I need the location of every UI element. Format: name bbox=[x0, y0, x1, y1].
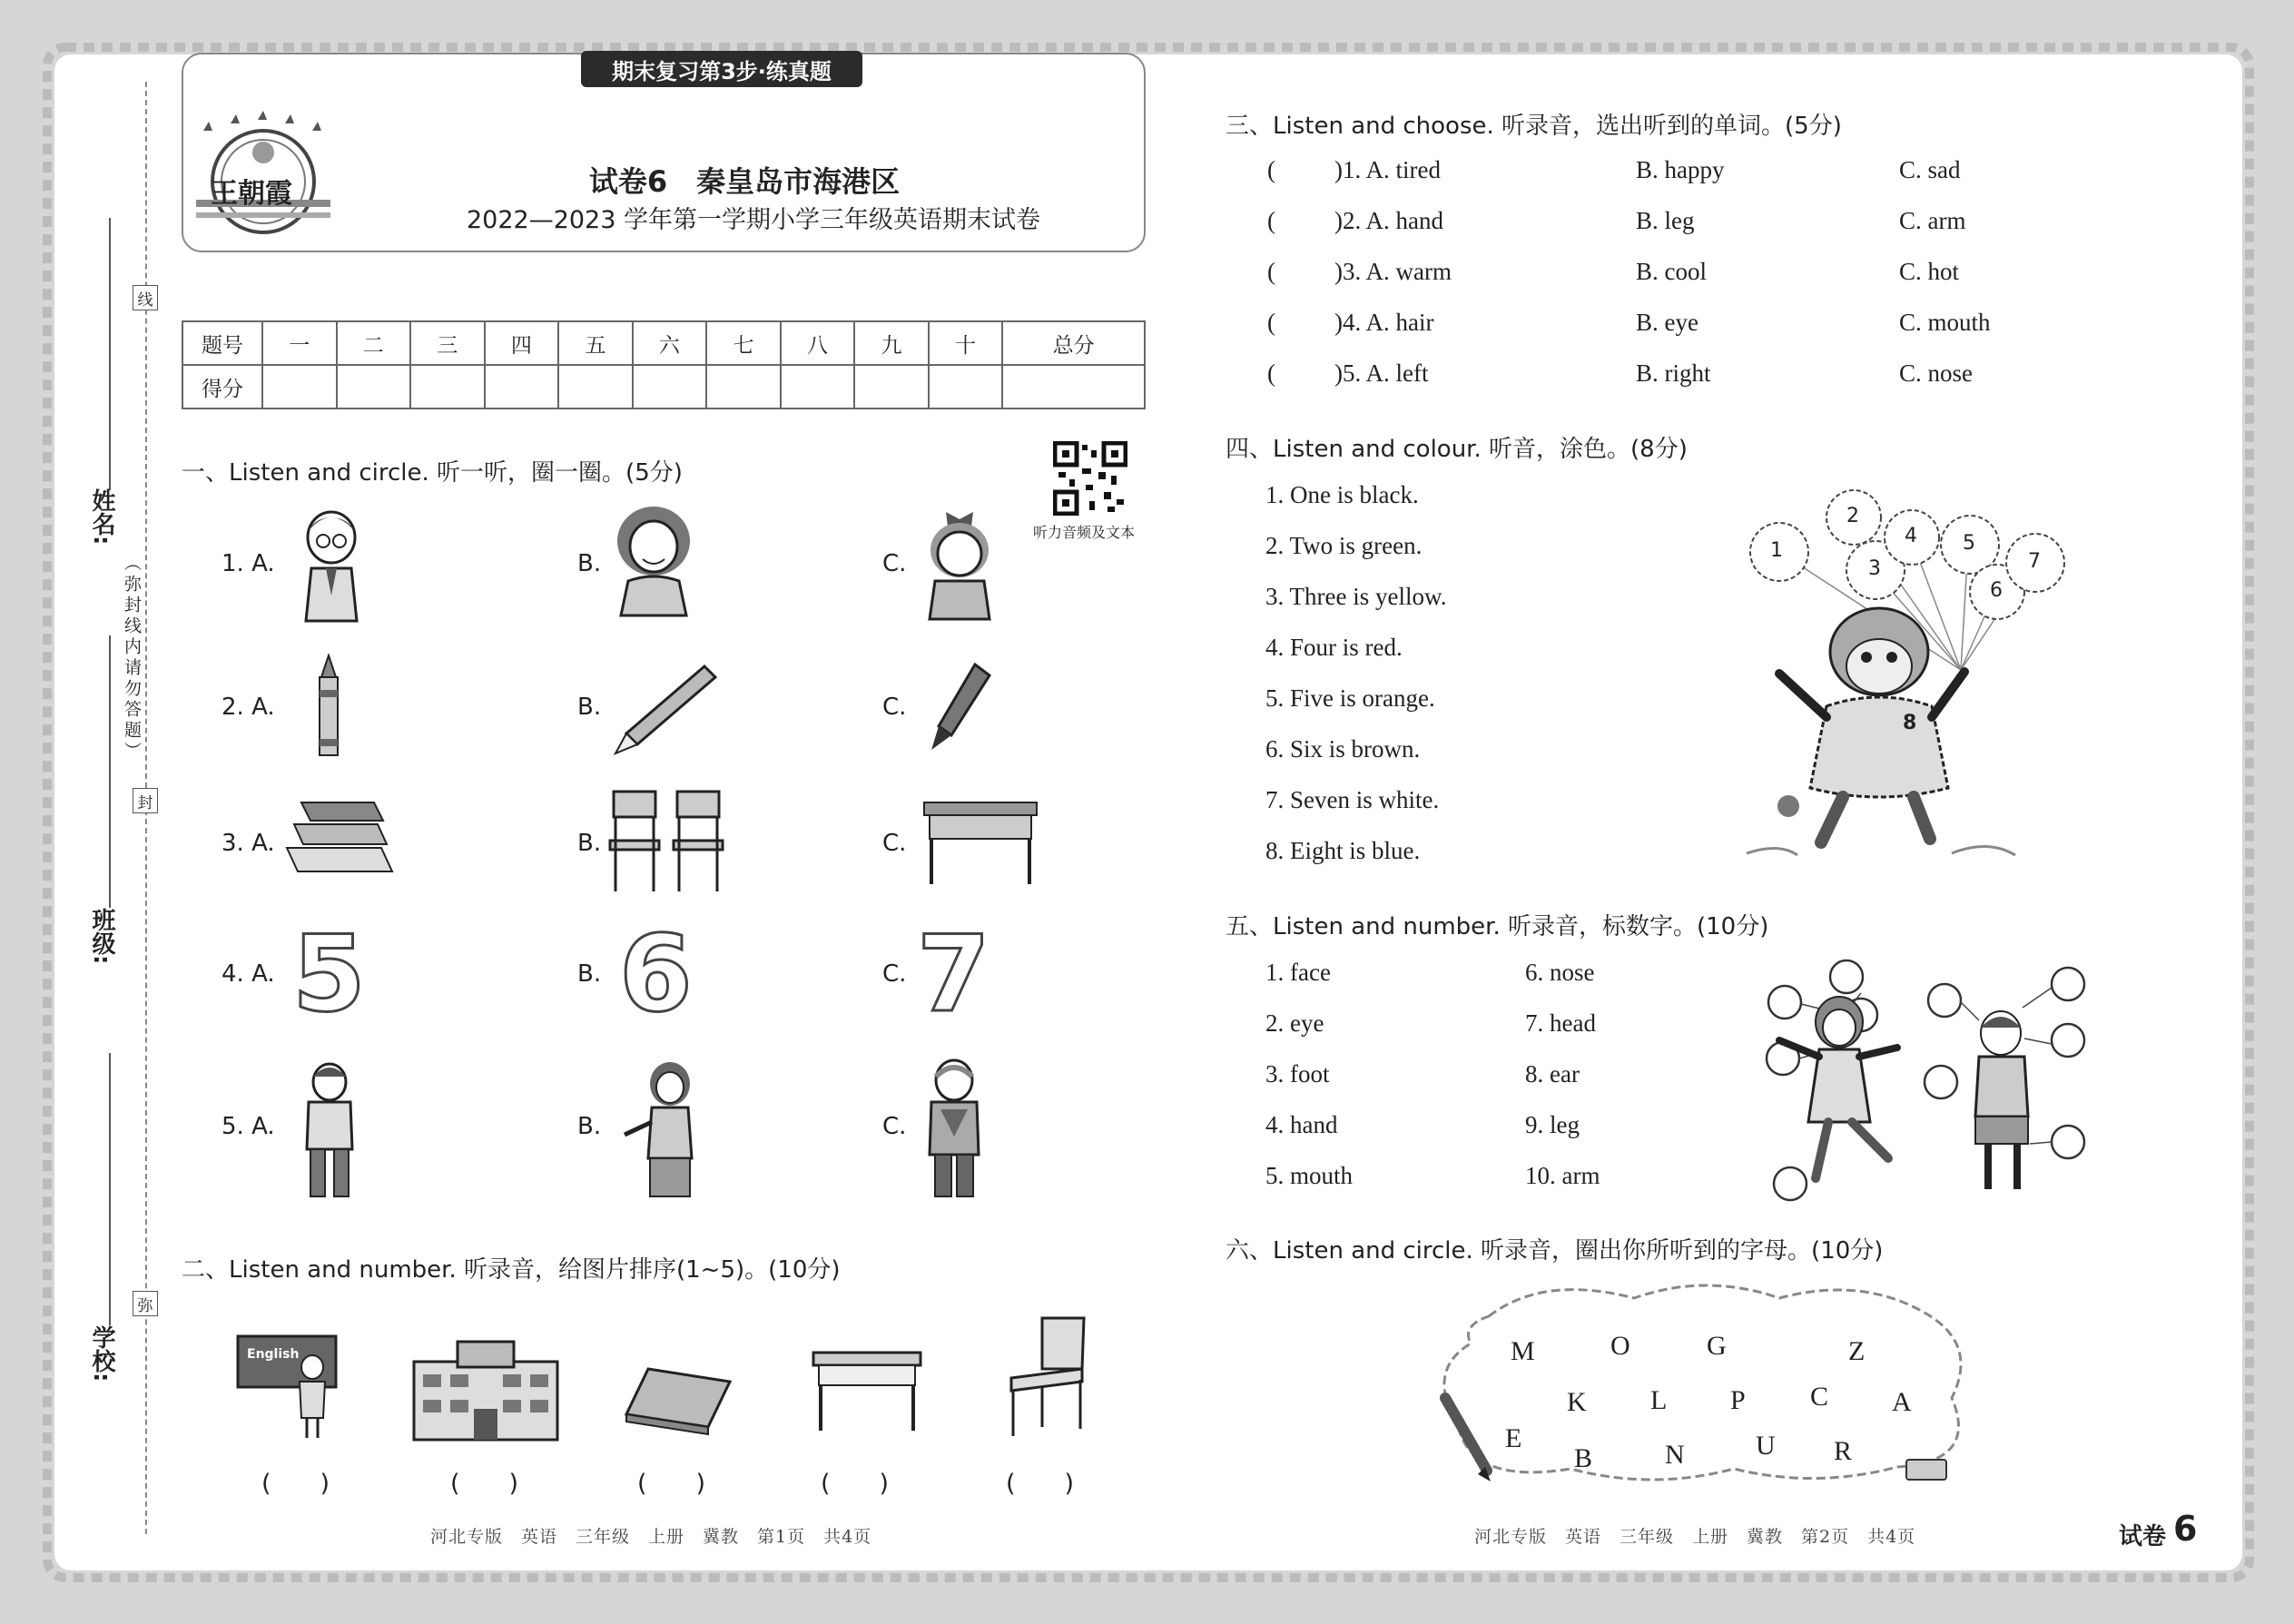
table-cell: 题号 bbox=[182, 321, 262, 365]
s3-q1-a: )1. A. tired bbox=[1334, 156, 1441, 183]
table-cell: 六 bbox=[633, 321, 707, 365]
s3-q4-b: B. eye bbox=[1636, 309, 1698, 336]
s1-row5-c-label: C. bbox=[882, 1113, 907, 1140]
s5-item: 4. hand bbox=[1265, 1111, 1338, 1138]
s4-item: 6. Six is brown. bbox=[1265, 735, 1421, 763]
binding-mark: 封 bbox=[133, 788, 158, 813]
footer-left: 河北专版 英语 三年级 上册 冀教 第1页 共4页 bbox=[430, 1527, 872, 1547]
score-header-row bbox=[182, 321, 1145, 365]
s5-item: 6. nose bbox=[1525, 959, 1595, 986]
s3-q3-c: C. hot bbox=[1899, 258, 1960, 285]
table-cell: 七 bbox=[706, 321, 781, 365]
letter-option[interactable]: N bbox=[1665, 1440, 1685, 1470]
s5-item: 5. mouth bbox=[1265, 1162, 1354, 1189]
s2-answer-blank[interactable]: ( ) bbox=[450, 1470, 519, 1498]
s4-item: 2. Two is green. bbox=[1265, 532, 1423, 559]
binding-note: （弥封线内请勿答题） bbox=[122, 554, 142, 763]
class-line bbox=[109, 635, 111, 908]
s1-row1-b-label: B. bbox=[577, 550, 602, 577]
section1-title: 一、Listen and circle. 听一听，圈一圈。(5分) bbox=[182, 459, 683, 487]
answer-circle bbox=[1928, 984, 1961, 1017]
s1-row4-b-label: B. bbox=[577, 960, 602, 988]
class-label: 班级: bbox=[88, 908, 115, 965]
s3-q5-c: C. nose bbox=[1899, 359, 1973, 387]
score-input-cell[interactable] bbox=[410, 365, 485, 408]
digit-six-picture[interactable]: 6 bbox=[619, 913, 693, 1036]
balloon-number: 6 bbox=[1990, 579, 2003, 602]
digit-five-picture[interactable]: 5 bbox=[292, 913, 366, 1036]
letter-option[interactable]: M bbox=[1511, 1336, 1535, 1366]
s2-answer-blank[interactable]: ( ) bbox=[261, 1470, 330, 1498]
logo-text: 王朝霞 bbox=[211, 178, 292, 210]
s1-row3-c-label: C. bbox=[882, 830, 907, 857]
letter-option[interactable]: G bbox=[1707, 1331, 1727, 1361]
table-cell: 二 bbox=[337, 321, 411, 365]
s4-item: 8. Eight is blue. bbox=[1265, 837, 1421, 864]
paper-badge-label: 试卷 bbox=[2119, 1523, 2167, 1550]
answer-circle bbox=[2052, 1126, 2084, 1158]
binding-mark: 弥 bbox=[133, 1291, 158, 1316]
school-building-picture[interactable] bbox=[407, 1334, 565, 1443]
s2-answer-blank[interactable]: ( ) bbox=[637, 1470, 706, 1498]
s4-item: 4. Four is red. bbox=[1265, 634, 1403, 661]
s5-item: 1. face bbox=[1265, 959, 1331, 986]
s4-item: 5. Five is orange. bbox=[1265, 684, 1435, 712]
s3-q3-b: B. cool bbox=[1636, 258, 1707, 285]
paper-title: 试卷6 秦皇岛市海港区 bbox=[588, 164, 901, 199]
s3-q1-c: C. sad bbox=[1899, 156, 1961, 183]
letter-option[interactable]: Z bbox=[1848, 1336, 1866, 1366]
header-tag: 期末复习第3步·练真题 bbox=[581, 51, 862, 87]
table-cell: 得分 bbox=[182, 365, 262, 408]
table-cell: 四 bbox=[485, 321, 559, 365]
pen-picture[interactable] bbox=[922, 659, 995, 753]
table-cell: 总分 bbox=[1002, 321, 1145, 365]
balloon-number: 5 bbox=[1963, 532, 1975, 555]
s1-row2-b-label: B. bbox=[577, 694, 602, 721]
s4-item: 1. One is black. bbox=[1265, 481, 1419, 508]
letter-option[interactable]: C bbox=[1810, 1382, 1829, 1412]
answer-circle bbox=[1768, 986, 1801, 1019]
shirt-number: 8 bbox=[1903, 712, 1917, 734]
s3-q2-a: )2. A. hand bbox=[1334, 207, 1443, 234]
section5-title: 五、Listen and number. 听录音，标数字。(10分) bbox=[1226, 913, 1769, 940]
score-value-row bbox=[182, 365, 1145, 408]
section3-title: 三、Listen and choose. 听录音，选出听到的单词。(5分) bbox=[1226, 113, 1842, 140]
s2-answer-blank[interactable]: ( ) bbox=[821, 1470, 890, 1498]
qr-code bbox=[1053, 441, 1127, 516]
pencil-picture[interactable] bbox=[610, 657, 719, 757]
letter-option[interactable]: O bbox=[1610, 1331, 1630, 1361]
section6-title: 六、Listen and circle. 听录音，圈出你所听到的字母。(10分) bbox=[1226, 1237, 1884, 1265]
balloon-number: 7 bbox=[2028, 550, 2041, 573]
paper-badge-number: 6 bbox=[2173, 1509, 2198, 1549]
chairs-picture[interactable] bbox=[606, 788, 730, 895]
school-label: 学校: bbox=[88, 1325, 115, 1383]
s3-paren[interactable]: ( bbox=[1267, 359, 1275, 387]
s5-item: 3. foot bbox=[1265, 1060, 1330, 1088]
score-input-cell[interactable] bbox=[558, 365, 633, 408]
score-input-cell[interactable] bbox=[262, 365, 337, 408]
s4-item: 7. Seven is white. bbox=[1265, 786, 1440, 813]
grandpa-picture[interactable] bbox=[922, 1055, 986, 1200]
boy-picture[interactable] bbox=[295, 505, 368, 623]
books-picture[interactable] bbox=[283, 795, 398, 879]
s3-paren[interactable]: ( bbox=[1267, 258, 1275, 285]
desk-picture[interactable] bbox=[919, 793, 1042, 888]
balloon-number: 1 bbox=[1770, 539, 1783, 562]
s1-row3-a-label: 3. A. bbox=[222, 830, 275, 857]
s3-q4-a: )4. A. hair bbox=[1334, 309, 1434, 336]
footer-right: 河北专版 英语 三年级 上册 冀教 第2页 共4页 bbox=[1474, 1527, 1916, 1547]
score-input-cell[interactable] bbox=[633, 365, 707, 408]
s1-row1-c-label: C. bbox=[882, 550, 907, 577]
s1-row1-a-label: 1. A. bbox=[222, 550, 275, 577]
table-cell: 八 bbox=[781, 321, 855, 365]
name-line bbox=[109, 218, 111, 490]
binding-mark: 线 bbox=[133, 285, 158, 310]
s1-row4-a-label: 4. A. bbox=[222, 960, 275, 988]
score-input-cell[interactable] bbox=[337, 365, 411, 408]
table-cell: 一 bbox=[262, 321, 337, 365]
balloon-number: 3 bbox=[1868, 557, 1881, 580]
score-input-cell[interactable] bbox=[485, 365, 559, 408]
table-cell: 九 bbox=[854, 321, 929, 365]
school-line bbox=[109, 1053, 111, 1325]
s5-item: 2. eye bbox=[1265, 1009, 1324, 1037]
answer-circle bbox=[2052, 968, 2084, 1000]
s1-row5-a-label: 5. A. bbox=[222, 1113, 275, 1140]
letters-cloud bbox=[1434, 1280, 1979, 1489]
table-cell: 十 bbox=[929, 321, 1003, 365]
s5-item: 8. ear bbox=[1525, 1060, 1580, 1088]
letter-option[interactable]: K bbox=[1567, 1387, 1587, 1417]
man-picture[interactable] bbox=[298, 1058, 361, 1200]
s3-q4-c: C. mouth bbox=[1899, 309, 1991, 336]
balloon-number: 2 bbox=[1846, 505, 1859, 527]
digit-seven-picture[interactable]: 7 bbox=[917, 913, 990, 1036]
s1-row3-b-label: B. bbox=[577, 830, 602, 857]
name-label: 姓名: bbox=[88, 488, 115, 546]
board-text: English bbox=[247, 1347, 300, 1362]
letter-option[interactable]: L bbox=[1650, 1385, 1668, 1415]
small-desk-picture[interactable] bbox=[810, 1347, 924, 1434]
score-input-cell[interactable] bbox=[1002, 365, 1145, 408]
woman-teacher-picture[interactable] bbox=[619, 1058, 706, 1200]
balloon-number: 4 bbox=[1905, 525, 1917, 547]
score-input-cell[interactable] bbox=[706, 365, 781, 408]
section4-title: 四、Listen and colour. 听音，涂色。(8分) bbox=[1226, 436, 1688, 463]
s4-item: 3. Three is yellow. bbox=[1265, 583, 1447, 610]
s1-row2-a-label: 2. A. bbox=[222, 694, 275, 721]
table-cell: 三 bbox=[410, 321, 485, 365]
s3-paren[interactable]: ( bbox=[1267, 207, 1275, 234]
children-body-parts-picture bbox=[1761, 957, 2088, 1202]
letter-option[interactable]: E bbox=[1505, 1423, 1522, 1453]
table-cell: 五 bbox=[558, 321, 633, 365]
letter-option[interactable]: R bbox=[1834, 1436, 1853, 1466]
book-picture[interactable] bbox=[621, 1363, 735, 1436]
s5-item: 10. arm bbox=[1525, 1162, 1600, 1189]
single-chair-picture[interactable] bbox=[1006, 1313, 1093, 1440]
woman-picture[interactable] bbox=[608, 505, 699, 617]
letter-option[interactable]: U bbox=[1756, 1431, 1776, 1461]
answer-circle bbox=[2052, 1024, 2084, 1057]
score-input-cell[interactable] bbox=[854, 365, 929, 408]
s3-q2-b: B. leg bbox=[1636, 207, 1695, 234]
s5-item: 7. head bbox=[1525, 1009, 1596, 1037]
s5-item: 9. leg bbox=[1525, 1111, 1580, 1138]
answer-circle bbox=[1830, 960, 1863, 993]
score-input-cell[interactable] bbox=[929, 365, 1003, 408]
answer-circle bbox=[1925, 1066, 1957, 1098]
crayon-picture[interactable] bbox=[310, 654, 347, 759]
section2-title: 二、Listen and number. 听录音，给图片排序(1~5)。(10分) bbox=[182, 1256, 841, 1284]
s3-q5-a: )5. A. left bbox=[1334, 359, 1429, 387]
monkey-balloons-picture bbox=[1743, 479, 2106, 870]
answer-circle bbox=[1774, 1167, 1807, 1200]
score-input-cell[interactable] bbox=[781, 365, 855, 408]
s3-q1-b: B. happy bbox=[1636, 156, 1725, 183]
score-table bbox=[182, 320, 1146, 409]
s1-row5-b-label: B. bbox=[577, 1113, 602, 1140]
qr-caption: 听力音频及文本 bbox=[1033, 524, 1136, 541]
s3-q3-a: )3. A. warm bbox=[1334, 258, 1452, 285]
s2-answer-blank[interactable]: ( ) bbox=[1006, 1470, 1075, 1498]
s3-q5-b: B. right bbox=[1636, 359, 1711, 387]
letter-option[interactable]: B bbox=[1574, 1443, 1593, 1473]
s1-row4-c-label: C. bbox=[882, 960, 907, 988]
s1-row2-c-label: C. bbox=[882, 694, 907, 721]
letter-option[interactable]: A bbox=[1892, 1387, 1912, 1417]
s3-paren[interactable]: ( bbox=[1267, 156, 1275, 183]
girl-picture[interactable] bbox=[919, 505, 1000, 621]
s3-paren[interactable]: ( bbox=[1267, 309, 1275, 336]
letter-option[interactable]: P bbox=[1730, 1385, 1746, 1415]
s3-q2-c: C. arm bbox=[1899, 207, 1966, 234]
paper-subtitle: 2022—2023 学年第一学期小学三年级英语期末试卷 bbox=[466, 206, 1040, 234]
